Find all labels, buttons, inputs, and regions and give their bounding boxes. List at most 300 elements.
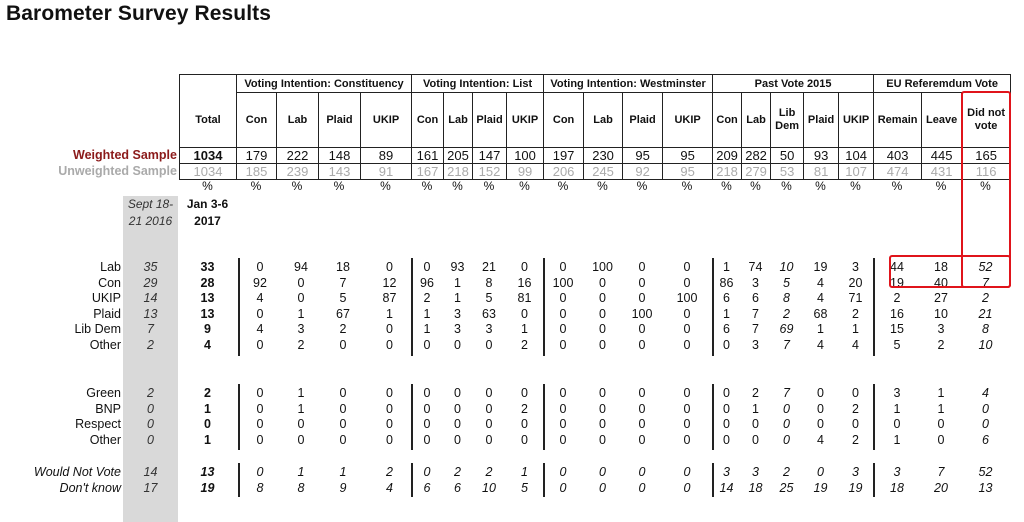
cell-value: 0 <box>297 276 305 290</box>
cell-value: 0 <box>386 402 393 416</box>
cell-value: 0 <box>454 417 461 431</box>
row-label: Green <box>86 386 121 400</box>
total-value: 13 <box>200 465 215 479</box>
cell-value: 0 <box>256 417 264 431</box>
cell-value: 19 <box>890 276 904 290</box>
cell-value: 21 <box>482 260 496 274</box>
column-header: Lab <box>742 93 771 148</box>
cell-value: 0 <box>485 402 493 416</box>
cell-value: 4 <box>817 433 824 447</box>
cell-value: 0 <box>485 417 493 431</box>
weighted-value: 95 <box>623 148 663 164</box>
column-separator <box>411 258 413 356</box>
column-separator <box>712 384 714 450</box>
column-header-row <box>180 93 1011 148</box>
unweighted-value: 152 <box>473 164 507 180</box>
cell-value: 0 <box>683 338 691 352</box>
previous-value: 2 <box>147 386 154 400</box>
cell-value: 0 <box>937 433 945 447</box>
group-header: Voting Intention: Constituency <box>237 75 412 93</box>
cell-value: 5 <box>783 276 790 290</box>
cell-value: 1 <box>386 307 393 321</box>
cell-value: 100 <box>676 291 698 305</box>
cell-value: 100 <box>631 307 653 321</box>
unweighted-value: 218 <box>713 164 742 180</box>
cell-value: 0 <box>485 433 493 447</box>
cell-value: 0 <box>256 386 264 400</box>
column-header: Lab <box>277 93 319 148</box>
weighted-value: 165 <box>962 148 1011 164</box>
cell-value: 0 <box>256 465 264 479</box>
cell-value: 3 <box>752 338 759 352</box>
cell-value: 0 <box>817 465 824 479</box>
percent-symbol: % <box>750 179 761 193</box>
unweighted-value: 279 <box>742 164 771 180</box>
weighted-value: 161 <box>412 148 444 164</box>
cell-value: 2 <box>783 465 790 479</box>
cell-value: 0 <box>683 276 691 290</box>
unweighted-value: 143 <box>319 164 361 180</box>
cell-value: 0 <box>559 291 567 305</box>
row-label: Other <box>89 338 121 352</box>
cell-value: 2 <box>783 307 790 321</box>
weighted-value: 95 <box>663 148 713 164</box>
cell-value: 0 <box>783 433 790 447</box>
column-separator <box>873 384 875 450</box>
cell-value: 20 <box>934 481 948 495</box>
weighted-value: 403 <box>874 148 922 164</box>
weighted-value: 222 <box>277 148 319 164</box>
cell-value: 0 <box>454 433 461 447</box>
cell-value: 6 <box>752 291 759 305</box>
cell-value: 0 <box>386 433 393 447</box>
weighted-value: 197 <box>544 148 584 164</box>
percent-symbol: % <box>202 179 213 193</box>
highlight-lab-con-eu-rows <box>889 255 1011 288</box>
unweighted-value: 81 <box>804 164 839 180</box>
cell-value: 7 <box>937 465 945 479</box>
total-value: 13 <box>200 291 215 305</box>
cell-value: 4 <box>256 322 264 336</box>
column-header: Did not vote <box>962 93 1011 148</box>
cell-value: 8 <box>982 322 989 336</box>
cell-value: 3 <box>852 260 859 274</box>
cell-value: 0 <box>423 433 431 447</box>
cell-value: 0 <box>297 417 305 431</box>
cell-value: 25 <box>779 481 794 495</box>
cell-value: 1 <box>817 322 824 336</box>
group-header: EU Referemdum Vote <box>874 75 1011 93</box>
row-label: Plaid <box>93 307 121 321</box>
current-wave-date: Jan 3-6 2017 <box>186 197 229 228</box>
column-separator <box>238 463 240 497</box>
unweighted-value: 91 <box>361 164 412 180</box>
previous-value: 13 <box>143 307 158 321</box>
cell-value: 0 <box>599 417 606 431</box>
cell-value: 0 <box>297 433 305 447</box>
cell-value: 1 <box>423 307 431 321</box>
cell-value: 0 <box>339 433 347 447</box>
cell-value: 0 <box>683 465 691 479</box>
cell-value: 19 <box>813 260 828 274</box>
unweighted-value: 92 <box>623 164 663 180</box>
weighted-value: 104 <box>839 148 874 164</box>
column-header: Lab <box>584 93 623 148</box>
column-header: Con <box>412 93 444 148</box>
header-blank-cell <box>180 75 237 148</box>
weighted-value: 1034 <box>180 148 237 164</box>
unweighted-value: 239 <box>277 164 319 180</box>
table-row <box>0 291 1024 307</box>
percent-symbol: % <box>850 179 861 193</box>
column-header: Con <box>237 93 277 148</box>
table-row <box>0 481 1024 497</box>
cell-value: 4 <box>386 481 393 495</box>
cell-value: 0 <box>638 465 646 479</box>
cell-value: 71 <box>848 291 863 305</box>
cell-value: 86 <box>719 276 734 290</box>
cell-value: 0 <box>559 402 567 416</box>
group-header: Voting Intention: List <box>412 75 544 93</box>
cell-value: 3 <box>454 307 461 321</box>
total-value: 13 <box>200 307 215 321</box>
unweighted-value: 218 <box>444 164 473 180</box>
column-separator <box>238 258 240 356</box>
total-value: 1 <box>204 402 211 416</box>
percent-symbol: % <box>380 179 391 193</box>
unweighted-sample-label: Unweighted Sample <box>58 164 177 178</box>
cell-value: 10 <box>482 481 496 495</box>
total-value: 4 <box>204 338 211 352</box>
unweighted-value: 1034 <box>180 164 237 180</box>
cell-value: 1 <box>297 465 305 479</box>
cell-value: 0 <box>521 307 528 321</box>
cell-value: 1 <box>297 386 305 400</box>
previous-wave-date: Sept 18-21 2016 <box>127 197 174 228</box>
percent-symbol: % <box>557 179 569 193</box>
cell-value: 3 <box>852 465 859 479</box>
unweighted-value: 95 <box>663 164 713 180</box>
cell-value: 2 <box>852 402 859 416</box>
cell-value: 94 <box>294 260 308 274</box>
cell-value: 5 <box>339 291 347 305</box>
cell-value: 0 <box>559 338 567 352</box>
cell-value: 0 <box>683 322 691 336</box>
cell-value: 2 <box>339 322 347 336</box>
cell-value: 0 <box>256 307 264 321</box>
cell-value: 3 <box>752 276 759 290</box>
cell-value: 87 <box>382 291 397 305</box>
cell-value: 0 <box>599 307 606 321</box>
cell-value: 8 <box>783 291 790 305</box>
group-header-row <box>180 75 1011 93</box>
previous-value: 2 <box>147 338 154 352</box>
percent-symbol: % <box>721 179 732 193</box>
column-header: Con <box>713 93 742 148</box>
cell-value: 2 <box>454 465 461 479</box>
cell-value: 2 <box>386 465 393 479</box>
weighted-value: 100 <box>507 148 544 164</box>
column-separator <box>411 384 413 450</box>
cell-value: 14 <box>719 481 734 495</box>
cell-value: 100 <box>552 276 574 290</box>
column-separator <box>712 258 714 356</box>
header-table <box>179 74 1011 180</box>
column-separator <box>411 463 413 497</box>
previous-value: 35 <box>143 260 158 274</box>
cell-value: 0 <box>423 417 431 431</box>
cell-value: 10 <box>779 260 794 274</box>
previous-value: 0 <box>147 433 154 447</box>
percent-symbol: % <box>452 179 463 193</box>
weighted-value: 93 <box>804 148 839 164</box>
cell-value: 1 <box>937 386 945 400</box>
cell-value: 5 <box>485 291 493 305</box>
row-label: Would Not Vote <box>33 465 121 479</box>
cell-value: 18 <box>336 260 350 274</box>
cell-value: 18 <box>934 260 948 274</box>
cell-value: 0 <box>256 402 264 416</box>
cell-value: 0 <box>723 338 730 352</box>
row-label: Con <box>98 276 121 290</box>
cell-value: 0 <box>783 417 790 431</box>
cell-value: 0 <box>683 433 691 447</box>
cell-value: 2 <box>852 433 859 447</box>
table-row <box>0 276 1024 292</box>
cell-value: 8 <box>485 276 493 290</box>
cell-value: 1 <box>852 322 859 336</box>
cell-value: 0 <box>638 338 646 352</box>
cell-value: 0 <box>638 417 646 431</box>
cell-value: 1 <box>723 260 730 274</box>
table-row <box>0 386 1024 402</box>
cell-value: 3 <box>752 465 759 479</box>
page-title: Barometer Survey Results <box>6 2 272 25</box>
cell-value: 0 <box>256 338 264 352</box>
cell-value: 1 <box>937 402 945 416</box>
cell-value: 0 <box>852 417 859 431</box>
cell-value: 5 <box>521 481 528 495</box>
cell-value: 0 <box>638 322 646 336</box>
cell-value: 0 <box>485 386 493 400</box>
cell-value: 0 <box>638 481 646 495</box>
cell-value: 10 <box>978 338 993 352</box>
weighted-value: 282 <box>742 148 771 164</box>
row-label: Don't know <box>59 481 121 495</box>
cell-value: 4 <box>256 291 264 305</box>
previous-value: 29 <box>143 276 158 290</box>
percent-symbol: % <box>250 179 262 193</box>
total-value: 1 <box>204 433 211 447</box>
cell-value: 63 <box>482 307 496 321</box>
column-header: Leave <box>922 93 962 148</box>
cell-value: 0 <box>817 417 824 431</box>
cell-value: 9 <box>339 481 347 495</box>
unweighted-value: 167 <box>412 164 444 180</box>
row-label: Lib Dem <box>74 322 121 336</box>
percent-symbol: % <box>597 179 608 193</box>
cell-value: 0 <box>559 433 567 447</box>
column-header: Lib Dem <box>771 93 804 148</box>
cell-value: 0 <box>683 417 691 431</box>
cell-value: 1 <box>723 307 730 321</box>
cell-value: 0 <box>599 465 606 479</box>
group-header: Voting Intention: Westminster <box>544 75 713 93</box>
cell-value: 96 <box>420 276 434 290</box>
cell-value: 7 <box>783 386 790 400</box>
row-label: BNP <box>95 402 121 416</box>
cell-value: 0 <box>599 402 606 416</box>
cell-value: 0 <box>752 433 759 447</box>
cell-value: 2 <box>937 338 945 352</box>
unweighted-sample-row <box>180 164 1011 180</box>
total-value: 28 <box>200 276 215 290</box>
previous-value: 0 <box>147 417 154 431</box>
weighted-value: 445 <box>922 148 962 164</box>
cell-value: 0 <box>454 402 461 416</box>
unweighted-value: 99 <box>507 164 544 180</box>
cell-value: 52 <box>978 465 993 479</box>
cell-value: 2 <box>521 338 528 352</box>
cell-value: 0 <box>521 260 528 274</box>
cell-value: 0 <box>559 386 567 400</box>
cell-value: 6 <box>454 481 461 495</box>
cell-value: 0 <box>256 260 264 274</box>
cell-value: 3 <box>893 465 901 479</box>
cell-value: 0 <box>683 402 691 416</box>
row-label: Other <box>89 433 121 447</box>
weighted-value: 89 <box>361 148 412 164</box>
cell-value: 0 <box>893 417 901 431</box>
cell-value: 52 <box>978 260 993 274</box>
weighted-value: 50 <box>771 148 804 164</box>
table-row <box>0 260 1024 276</box>
weighted-value: 148 <box>319 148 361 164</box>
cell-value: 7 <box>783 338 790 352</box>
table-row <box>0 417 1024 433</box>
cell-value: 2 <box>485 465 493 479</box>
weighted-sample-row <box>180 148 1011 164</box>
cell-value: 19 <box>848 481 863 495</box>
cell-value: 2 <box>852 307 859 321</box>
table-row <box>0 402 1024 418</box>
cell-value: 2 <box>982 291 989 305</box>
cell-value: 0 <box>638 433 646 447</box>
cell-value: 0 <box>423 402 431 416</box>
cell-value: 0 <box>599 386 606 400</box>
cell-value: 0 <box>454 338 461 352</box>
cell-value: 0 <box>683 260 691 274</box>
cell-value: 12 <box>382 276 397 290</box>
cell-value: 0 <box>638 260 646 274</box>
cell-value: 0 <box>752 417 759 431</box>
table-row <box>0 322 1024 338</box>
cell-value: 15 <box>890 322 904 336</box>
cell-value: 3 <box>937 322 945 336</box>
cell-value: 0 <box>599 338 606 352</box>
cell-value: 6 <box>723 322 730 336</box>
cell-value: 2 <box>521 402 528 416</box>
cell-value: 7 <box>982 276 989 290</box>
column-separator <box>543 384 545 450</box>
total-value: 0 <box>204 417 211 431</box>
cell-value: 1 <box>297 402 305 416</box>
weighted-value: 147 <box>473 148 507 164</box>
cell-value: 67 <box>336 307 350 321</box>
cell-value: 0 <box>723 417 730 431</box>
row-label: UKIP <box>91 291 121 305</box>
weighted-sample-label: Weighted Sample <box>73 148 177 162</box>
cell-value: 2 <box>893 291 901 305</box>
unweighted-value: 245 <box>584 164 623 180</box>
cell-value: 3 <box>485 322 493 336</box>
cell-value: 0 <box>599 322 606 336</box>
cell-value: 100 <box>592 260 613 274</box>
cell-value: 2 <box>752 386 759 400</box>
row-label: Lab <box>100 260 121 274</box>
cell-value: 0 <box>599 433 606 447</box>
cell-value: 21 <box>978 307 993 321</box>
cell-value: 1 <box>521 322 528 336</box>
cell-value: 0 <box>559 260 567 274</box>
previous-value: 17 <box>143 481 158 495</box>
cell-value: 0 <box>521 417 528 431</box>
percent-symbol: % <box>815 179 826 193</box>
cell-value: 0 <box>423 386 431 400</box>
cell-value: 0 <box>982 417 989 431</box>
cell-value: 19 <box>813 481 828 495</box>
cell-value: 4 <box>852 338 859 352</box>
cell-value: 7 <box>339 276 347 290</box>
cell-value: 0 <box>723 433 730 447</box>
cell-value: 0 <box>817 402 824 416</box>
cell-value: 0 <box>454 386 461 400</box>
cell-value: 0 <box>339 402 347 416</box>
column-header: Remain <box>874 93 922 148</box>
percent-symbol: % <box>291 179 303 193</box>
total-value: 33 <box>200 260 215 274</box>
cell-value: 0 <box>521 433 528 447</box>
previous-value: 14 <box>143 291 158 305</box>
column-separator <box>543 463 545 497</box>
cell-value: 8 <box>297 481 305 495</box>
cell-value: 1 <box>454 276 461 290</box>
percent-symbol: % <box>421 179 433 193</box>
column-separator <box>873 463 875 497</box>
cell-value: 0 <box>638 276 646 290</box>
weighted-value: 205 <box>444 148 473 164</box>
column-header: Plaid <box>473 93 507 148</box>
cell-value: 0 <box>339 386 347 400</box>
cell-value: 10 <box>934 307 948 321</box>
cell-value: 0 <box>683 307 691 321</box>
unweighted-value: 431 <box>922 164 962 180</box>
cell-value: 7 <box>752 307 759 321</box>
previous-value: 0 <box>147 402 154 416</box>
cell-value: 4 <box>817 291 824 305</box>
percent-symbol: % <box>891 179 903 193</box>
cell-value: 6 <box>723 291 730 305</box>
cell-value: 13 <box>978 481 993 495</box>
cell-value: 0 <box>599 276 606 290</box>
column-separator <box>873 258 875 356</box>
cell-value: 0 <box>339 338 347 352</box>
unweighted-value: 53 <box>771 164 804 180</box>
cell-value: 0 <box>982 402 989 416</box>
unweighted-value: 107 <box>839 164 874 180</box>
cell-value: 2 <box>297 338 305 352</box>
cell-value: 68 <box>813 307 828 321</box>
